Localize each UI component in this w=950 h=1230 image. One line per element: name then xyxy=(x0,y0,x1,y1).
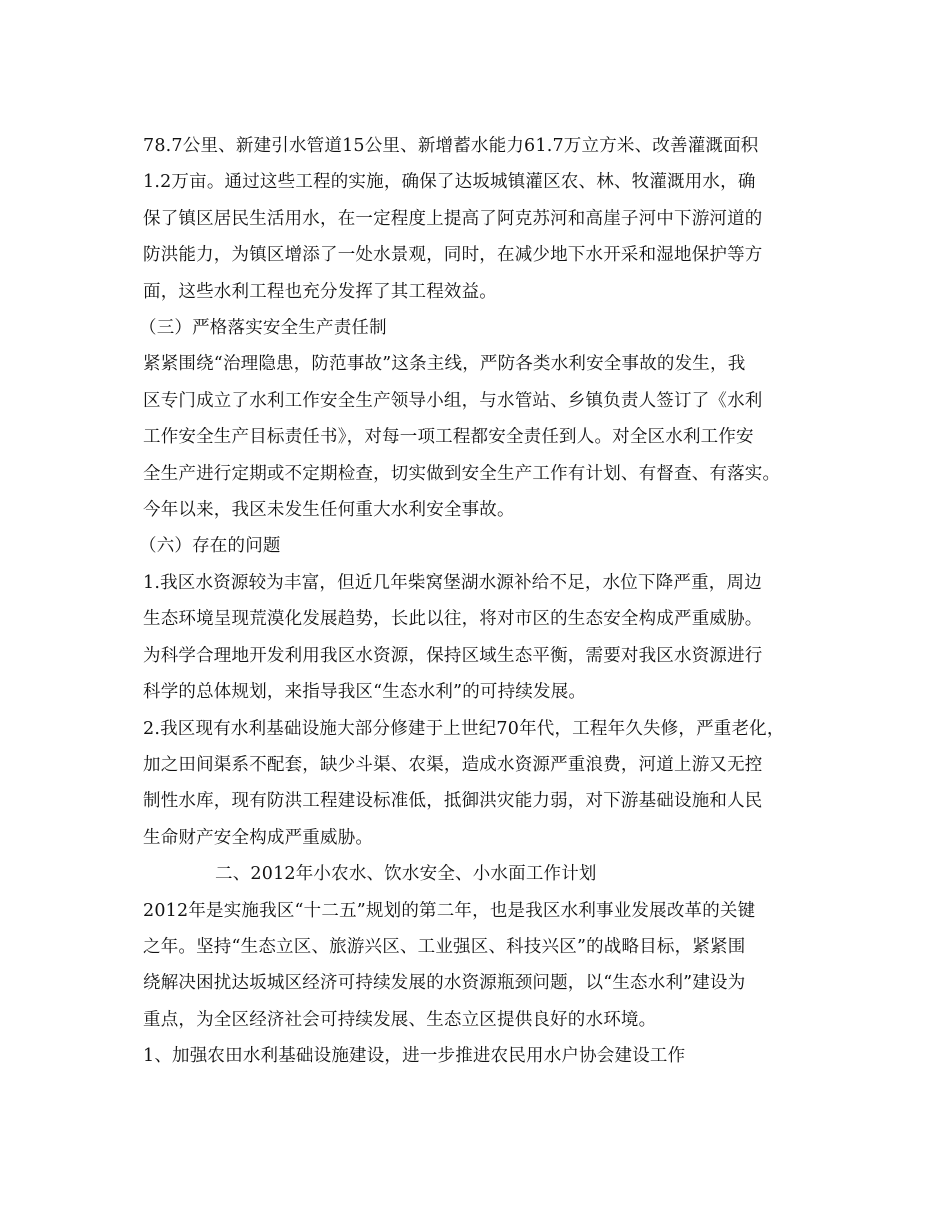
paragraph-line: 1.我区水资源较为丰富，但近几年柴窝堡湖水源补给不足，水位下降严重，周边 xyxy=(143,572,762,593)
paragraph-line: 面，这些水利工程也充分发挥了其工程效益。 xyxy=(143,281,497,302)
paragraph-line: 绕解决困扰达坂城区经济可持续发展的水资源瓶颈问题，以“生态水利”建设为 xyxy=(143,973,746,994)
paragraph-line: 生态环境呈现荒漠化发展趋势，长此以往，将对市区的生态安全构成严重威胁。 xyxy=(143,609,763,630)
paragraph-line: 加之田间渠系不配套，缺少斗渠、农渠，造成水资源严重浪费，河道上游又无控 xyxy=(143,754,763,775)
paragraph-line: 区专门成立了水利工作安全生产领导小组，与水管站、乡镇负责人签订了《水利 xyxy=(143,390,763,411)
paragraph-line: 工作安全生产目标责任书》，对每一项工程都安全责任到人。对全区水利工作安 xyxy=(143,427,754,448)
paragraph-line: 紧紧围绕“治理隐患，防范事故”这条主线，严防各类水利安全事故的发生，我 xyxy=(143,354,746,375)
paragraph-line: 防洪能力，为镇区增添了一处水景观，同时，在减少地下水开采和湿地保护等方 xyxy=(143,245,763,266)
document-body xyxy=(139,128,823,1075)
paragraph-line: 重点，为全区经济社会可持续发展、生态立区提供良好的水环境。 xyxy=(143,1009,657,1030)
paragraph-line: 1、加强农田水利基础设施建设，进一步推进农民用水户协会建设工作 xyxy=(143,1046,686,1067)
paragraph-line: 之年。坚持“生态立区、旅游兴区、工业强区、科技兴区”的战略目标，紧紧围 xyxy=(143,936,746,957)
paragraph-line: 科学的总体规划，来指导我区“生态水利”的可持续发展。 xyxy=(143,682,587,703)
paragraph-line: 今年以来，我区未发生任何重大水利安全事故。 xyxy=(143,500,515,521)
paragraph-line: 保了镇区居民生活用水，在一定程度上提高了阿克苏河和高崖子河中下游河道的 xyxy=(143,208,763,229)
paragraph-line: 2012年是实施我区“十二五”规划的第二年，也是我区水利事业发展改革的关键 xyxy=(143,900,756,921)
section-heading: 二、2012年小农水、饮水安全、小水面工作计划 xyxy=(215,864,597,885)
section-heading: （六）存在的问题 xyxy=(139,536,281,557)
paragraph-line: 生命财产安全构成严重威胁。 xyxy=(143,827,374,848)
paragraph-line: 78.7公里、新建引水管道15公里、新增蓄水能力61.7万立方米、改善灌溉面积 xyxy=(143,136,759,156)
paragraph-line: 全生产进行定期或不定期检查，切实做到安全生产工作有计划、有督查、有落实。 xyxy=(143,463,781,484)
section-heading: （三）严格落实安全生产责任制 xyxy=(139,318,387,339)
paragraph-line: 1.2万亩。通过这些工程的实施，确保了达坂城镇灌区农、林、牧灌溉用水，确 xyxy=(143,172,756,193)
paragraph-line: 为科学合理地开发利用我区水资源，保持区域生态平衡，需要对我区水资源进行 xyxy=(143,645,763,666)
paragraph-line: 2.我区现有水利基础设施大部分修建于上世纪70年代，工程年久失修，严重老化， xyxy=(143,718,785,739)
paragraph-line: 制性水库，现有防洪工程建设标准低，抵御洪灾能力弱，对下游基础设施和人民 xyxy=(143,791,763,812)
